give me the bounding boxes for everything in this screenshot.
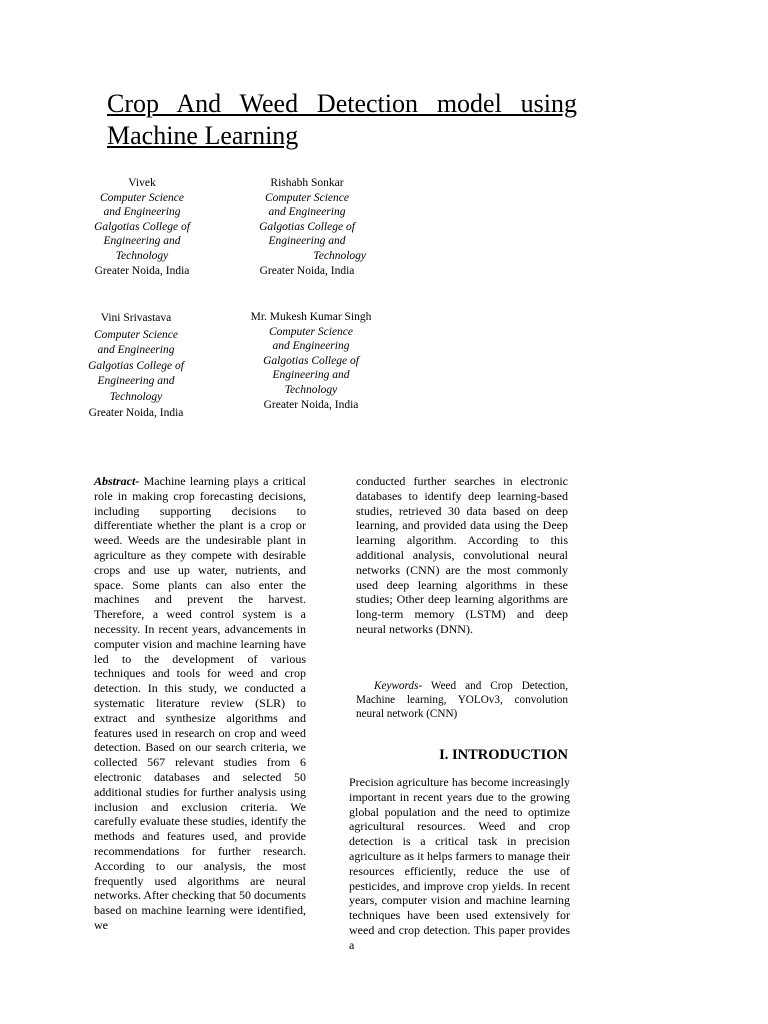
author-affiliation: Engineering and — [268, 235, 346, 248]
abstract-continuation: conducted further searches in electronic databases to identify deep learning-based studies, retrieved 30 data based on deep learning, and provided data using the Deep learning algorithm. According to this additional analysis, convolutional neural networks (CNN) are the most commonly used deep learning algorithms in these studies; Other deep learning algorithms are long-term memory (LSTM) and deep neural networks (DNN). — [356, 474, 568, 636]
author-affiliation: Engineering and — [97, 375, 175, 388]
abstract-text: Machine learning plays a critical role in making crop forecasting decisions, including supporting decisions to differentiate whether the plant is a crop or weed. Weeds are the undesirable plant in agriculture as they compete with desirable crops and use up water, nutrients, and space. Some plants can also enter the machines and prevent the harvest. Therefore, a weed control system is a necessity. In recent years, advancements in computer vision and machine learning have led to the development of various techniques and tools for weed and crop detection. In this study, we conducted a systematic literature review (SLR) to extract and synthesize algorithms and features used in research on crop and weed detection. Based on our search criteria, we collected 567 relevant studies from 6 electronic databases and selected 50 additional studies for further analysis using inclusion and exclusion criteria. We carefully evaluate these studies, identify the methods and features used, and provide recommendations for further research. According to our analysis, the most frequently used algorithms are neural networks. After checking that 50 documents based on machine learning were identified, we — [94, 474, 306, 932]
paper-title — [107, 88, 577, 152]
author-affiliation: Galgotias College of — [259, 220, 355, 233]
author-name: Vivek — [128, 177, 156, 189]
author-block — [88, 176, 196, 278]
author-affiliation: Computer Science — [100, 191, 184, 204]
author-affiliation: and Engineering — [97, 344, 175, 357]
author-affiliation: Galgotias College of — [263, 354, 359, 367]
author-affiliation: Computer Science — [265, 191, 349, 204]
author-affiliation: Technology — [313, 249, 366, 262]
author-affiliation: Technology — [109, 390, 163, 403]
abstract-paragraph — [94, 474, 306, 933]
author-affiliation: and Engineering — [103, 206, 181, 219]
author-affiliation: and Engineering — [268, 206, 346, 219]
abstract-label: Abstract- — [94, 474, 140, 488]
author-location: Greater Noida, India — [94, 264, 190, 277]
author-affiliation: Engineering and — [272, 369, 350, 382]
keywords-text: Weed and Crop Detection, Machine learning, YOLOv3, convolution neural network (CNN) — [356, 680, 568, 720]
author-affiliation: Computer Science — [94, 328, 178, 341]
author-block — [82, 311, 190, 420]
title-line-1: Crop And Weed Detection model using — [107, 89, 577, 118]
author-location: Greater Noida, India — [263, 398, 359, 411]
author-affiliation: Galgotias College of — [94, 220, 190, 233]
author-affiliation: and Engineering — [272, 340, 350, 353]
section-heading-introduction: I. INTRODUCTION — [439, 747, 568, 763]
author-affiliation: Computer Science — [269, 325, 353, 338]
title-line-2: Machine Learning — [107, 121, 299, 150]
keywords-paragraph — [356, 680, 568, 721]
author-block — [248, 176, 366, 278]
author-location: Greater Noida, India — [88, 406, 184, 419]
author-name: Vini Srivastava — [100, 312, 172, 324]
author-affiliation: Galgotias College of — [88, 359, 184, 372]
keywords-label: Keywords- — [374, 680, 423, 692]
author-name: Mr. Mukesh Kumar Singh — [250, 311, 372, 323]
author-location: Greater Noida, India — [259, 264, 355, 277]
author-affiliation: Engineering and — [103, 235, 181, 248]
introduction-paragraph: Precision agriculture has become increasingly important in recent years due to the growing global population and the need to optimize agricultural resources. Weed and crop detection is a critical task in precision agriculture as it helps farmers to manage their resources efficiently, reduce the use of pesticides, and improve crop yields. In recent years, computer vision and machine learning techniques have been used extensively for weed and crop detection. This paper provides a — [349, 775, 570, 952]
author-name: Rishabh Sonkar — [270, 177, 344, 189]
author-affiliation: Technology — [115, 249, 169, 262]
author-block — [247, 310, 375, 412]
author-affiliation: Technology — [284, 383, 338, 396]
